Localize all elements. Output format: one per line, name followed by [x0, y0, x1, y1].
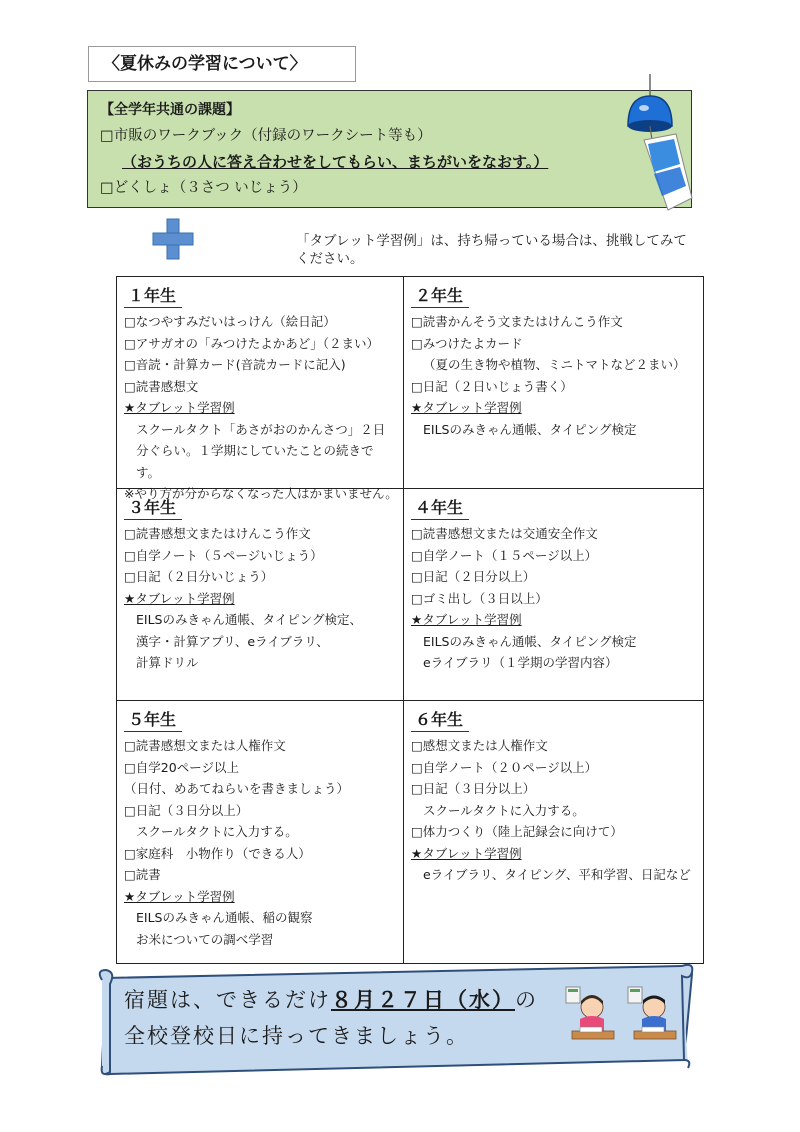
- tablet-item: EILSのみきゃん通帳、タイピング検定: [423, 421, 637, 437]
- list-item: □読書感想文または交通安全作文: [411, 526, 598, 541]
- workbook-note-text: （おうちの人に答え合わせをしてもらい、まちがいをなおす。）: [122, 153, 549, 171]
- tablet-item: EILSのみきゃん通帳、稲の観察: [136, 910, 313, 925]
- grade-6-title: ６年生: [411, 709, 469, 732]
- common-item-workbook-note: [100, 149, 679, 175]
- list-item: □読書かんそう文またはけんこう作文: [411, 314, 623, 329]
- common-item-reading: □どくしょ（３さつ いじょう）: [100, 180, 307, 196]
- grade-4-title: ４年生: [411, 497, 469, 520]
- tablet-item: eライブラリ（１学期の学習内容）: [423, 655, 618, 670]
- grade-1-title: １年生: [124, 285, 182, 308]
- tablet-item: EILSのみきゃん通帳、タイピング検定: [423, 633, 637, 649]
- tablet-item: EILSのみきゃん通帳、タイピング検定、: [136, 612, 362, 627]
- deadline-line-1: [124, 982, 538, 1018]
- list-item: □読書感想文: [124, 378, 199, 394]
- list-item: □家庭科 小物作り（できる人）: [124, 845, 311, 861]
- list-item: □日記（３日分以上）: [411, 781, 536, 796]
- tablet-example-label: ★タブレット学習例: [411, 400, 522, 415]
- grade-1-cell: [117, 277, 404, 501]
- list-item: □体力つくり（陸上記録会に向けて）: [411, 824, 623, 839]
- tablet-item: スクールタクト「あさがおのかんさつ」２日分ぐらい。１学期にしていたことの続きです。: [136, 421, 386, 480]
- grade-table: [116, 276, 704, 964]
- studying-children-icon: [562, 985, 686, 1051]
- grade-5-cell: [117, 701, 404, 963]
- deadline-date: ８月２７日（水）: [331, 988, 515, 1012]
- list-item: （日付、めあてねらいを書きましょう）: [124, 781, 350, 796]
- page-title: 〈夏休みの学習について〉: [88, 46, 356, 82]
- list-item: □日記（３日分以上）: [124, 802, 249, 818]
- deadline-text: [124, 982, 538, 1054]
- list-item: □読書: [124, 867, 161, 882]
- list-item: （夏の生き物や植物、ミニトマトなど２まい）: [423, 357, 686, 372]
- list-item: □日記（２日分以上）: [411, 569, 536, 584]
- list-item: □なつやすみだいはっけん（絵日記）: [124, 314, 336, 329]
- deadline-suffix: の: [515, 988, 538, 1012]
- list-item: □読書感想文または人権作文: [124, 738, 286, 753]
- list-item: □アサガオの「みつけたよかあど」（２まい）: [124, 335, 380, 351]
- tablet-example-label: ★タブレット学習例: [411, 612, 522, 627]
- list-item: □自学ノート（５ページいじょう）: [124, 547, 323, 563]
- plus-icon: [152, 218, 194, 260]
- grade-3-title: ３年生: [124, 497, 182, 520]
- tablet-example-label: ★タブレット学習例: [124, 400, 235, 415]
- wind-chime-icon: [614, 74, 694, 214]
- list-item: スクールタクトに入力する。: [423, 802, 585, 818]
- list-item: □自学ノート（１５ページ以上）: [411, 547, 598, 563]
- tablet-example-label: ★タブレット学習例: [124, 590, 235, 606]
- common-heading: 【全学年共通の課題】: [100, 102, 240, 118]
- tablet-example-label: ★タブレット学習例: [411, 845, 522, 861]
- tablet-item: eライブラリ、タイピング、平和学習、日記など: [423, 867, 691, 882]
- list-item: □日記（２日分いじょう）: [124, 569, 274, 584]
- list-item: □自学20ページ以上: [124, 759, 239, 775]
- tablet-example-label: ★タブレット学習例: [124, 888, 235, 904]
- grade-5-title: ５年生: [124, 709, 182, 732]
- list-item: □ゴミ出し（３日以上）: [411, 590, 548, 606]
- tablet-item: 計算ドリル: [136, 655, 199, 670]
- grade-4-cell: [404, 489, 703, 701]
- list-item: スクールタクトに入力する。: [136, 824, 298, 839]
- grade-2-title: ２年生: [411, 285, 469, 308]
- grade-2-cell: [404, 277, 703, 489]
- list-item: □日記（２日いじょう書く）: [411, 378, 573, 394]
- tablet-note: 「タブレット学習例」は、持ち帰っている場合は、挑戦してみてください。: [296, 233, 687, 267]
- list-item: □読書感想文またはけんこう作文: [124, 526, 311, 541]
- deadline-line-2: 全校登校日に持ってきましょう。: [124, 1024, 469, 1048]
- common-assignments-box: [87, 90, 692, 208]
- list-item: □自学ノート（２０ページ以上）: [411, 759, 598, 775]
- tablet-item: ※やり方が分からなくなった人はかまいません。: [124, 486, 398, 501]
- grade-6-cell: [404, 701, 703, 963]
- tablet-item: お米についての調べ学習: [136, 931, 274, 947]
- grade-3-cell: [117, 489, 404, 701]
- list-item: □音読・計算カード(音読カードに記入): [124, 357, 346, 372]
- list-item: □みつけたよカード: [411, 335, 523, 351]
- common-item-workbook: □市販のワークブック（付録のワークシート等も）: [100, 128, 432, 144]
- tablet-item: 漢字・計算アプリ、eライブラリ、: [136, 633, 329, 649]
- list-item: □感想文または人権作文: [411, 738, 548, 753]
- deadline-prefix: 宿題は、できるだけ: [124, 988, 331, 1012]
